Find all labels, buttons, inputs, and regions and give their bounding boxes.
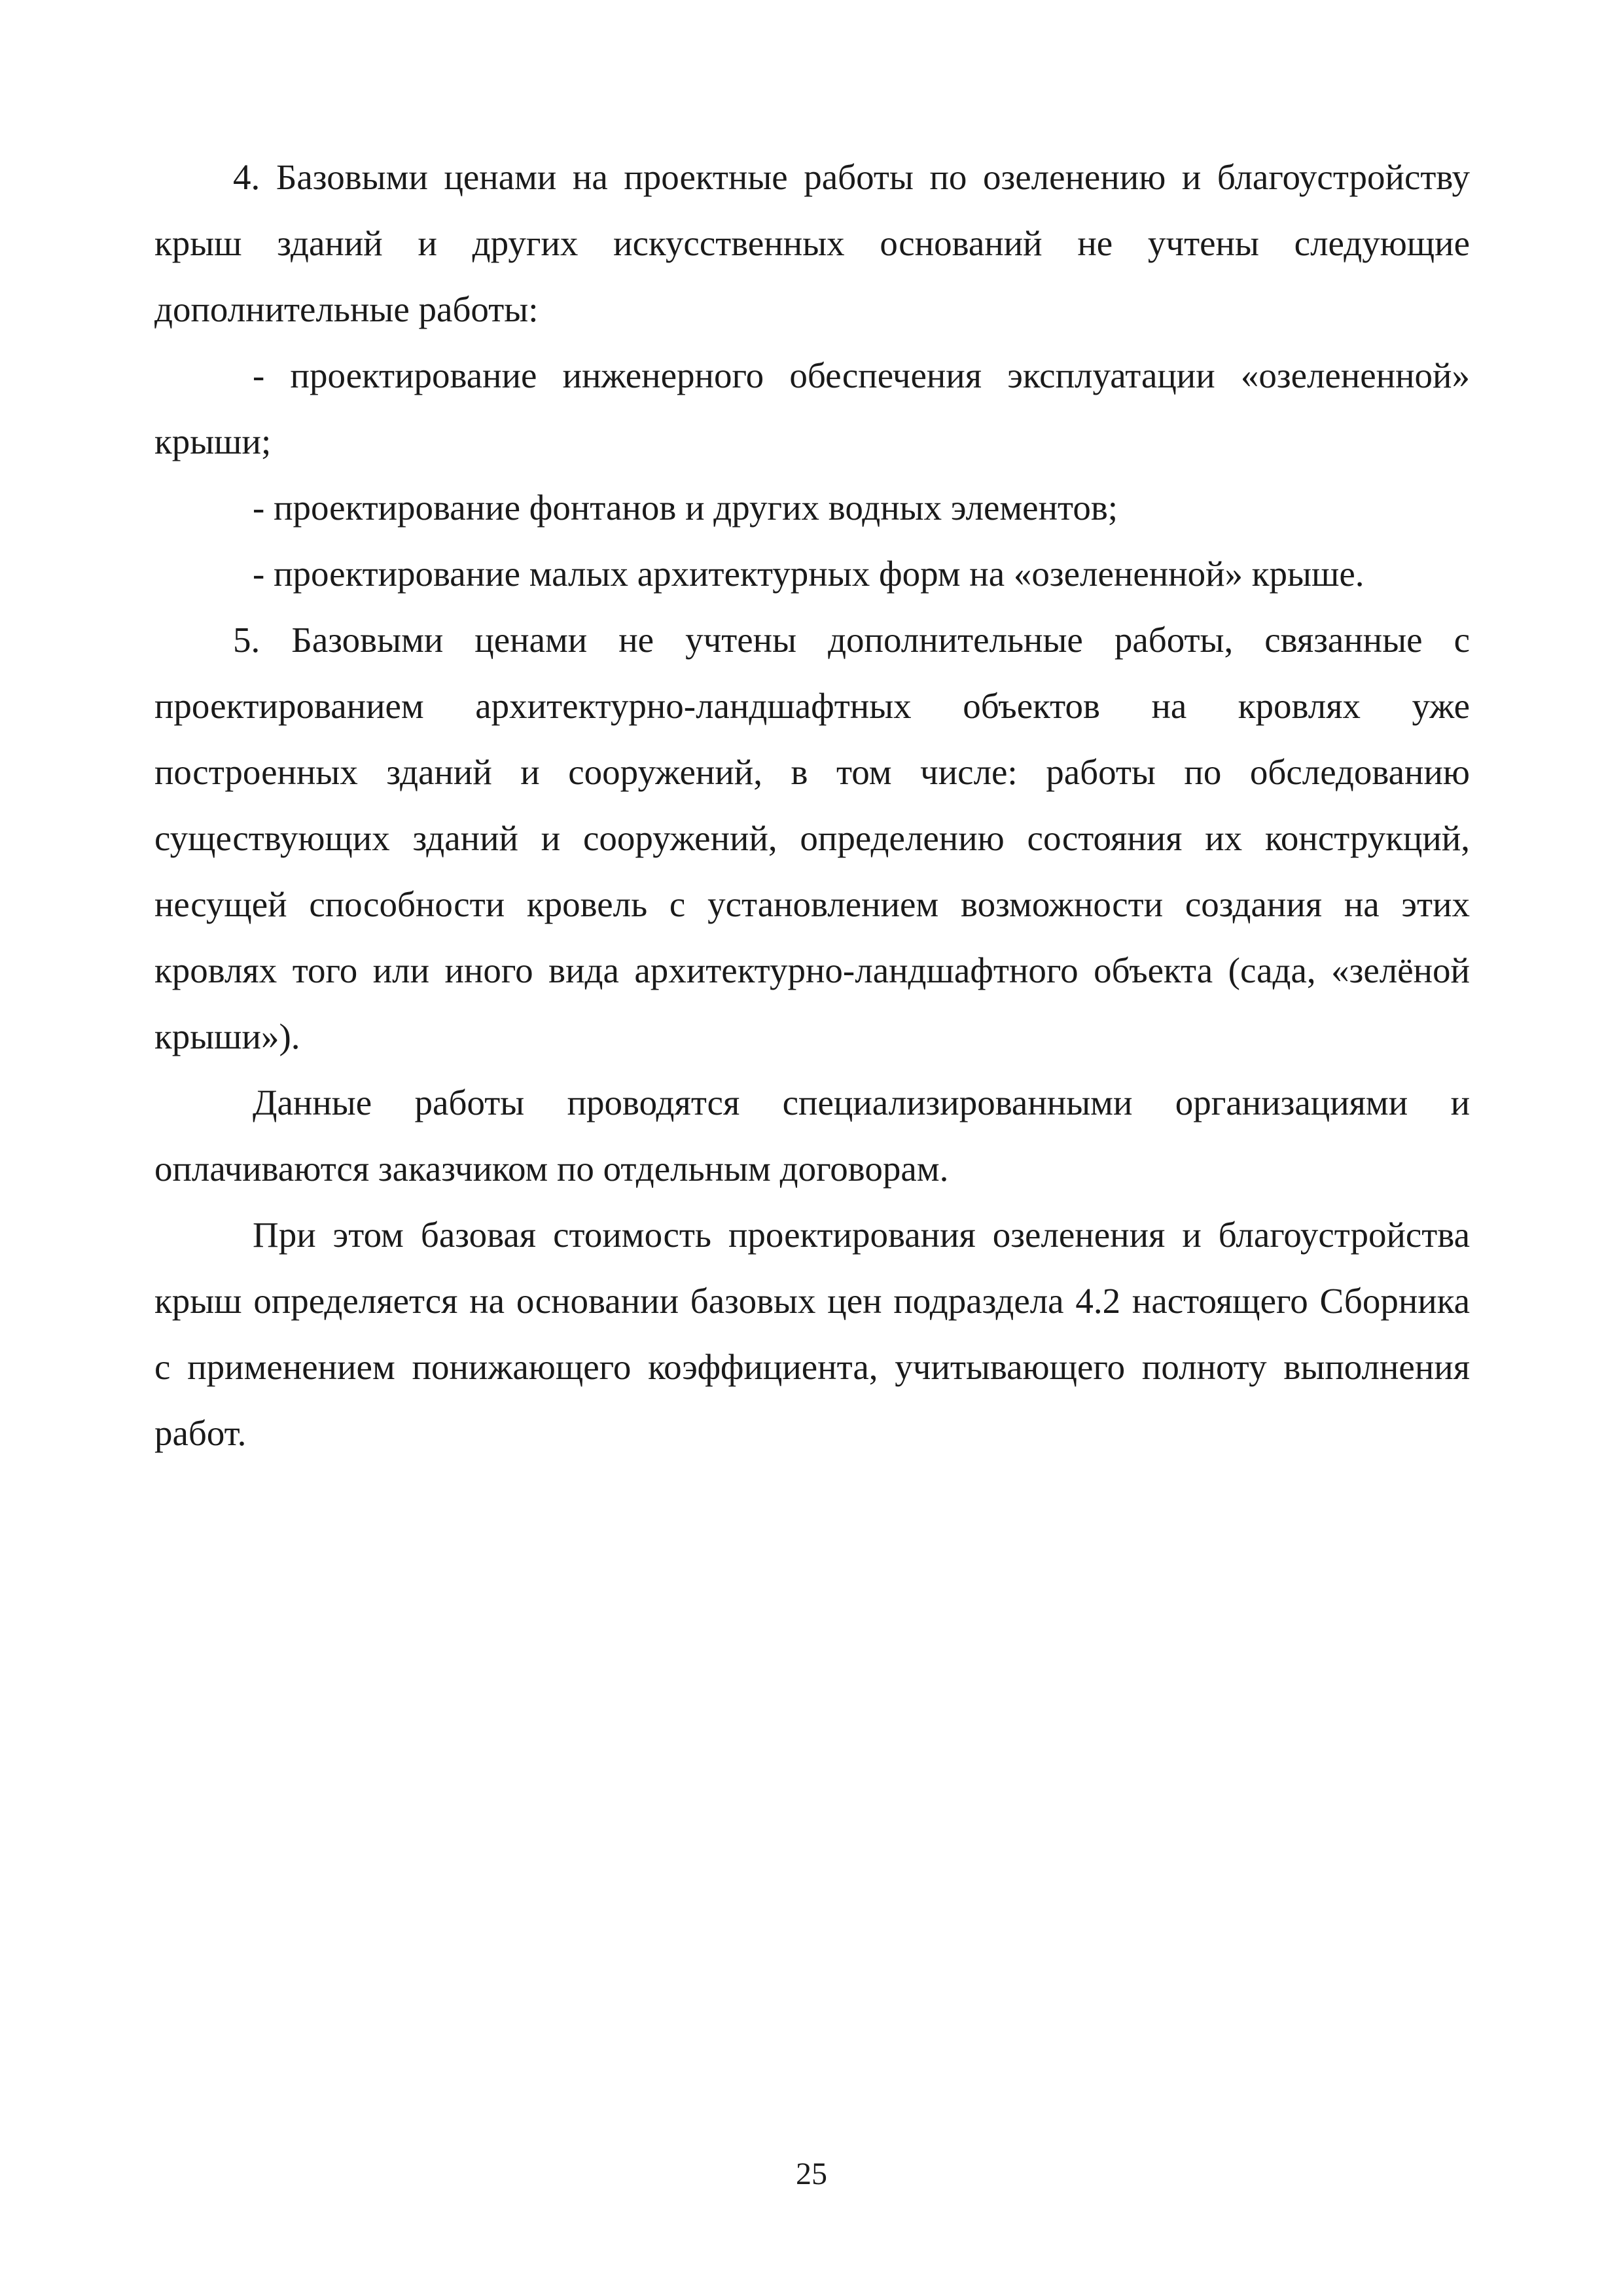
dash-item-engineering: - проектирование инженерного обеспечения эксплуатации «озелененной» крыши; xyxy=(154,355,1470,461)
paragraph-base-cost: При этом базовая стоимость проектирования озеленения и благоустройства крыш определяется на основании базовых цен подраздела 4.2 настоящего Сборника с применением понижающего коэффициента, учитывающего полноту выполнения работ. xyxy=(154,1215,1470,1453)
body-text xyxy=(154,144,1470,1466)
paragraph-item-5: 5. Базовыми ценами не учтены дополнительные работы, связанные с проектированием архитектурно-ландшафтных объектов на кровлях уже построенных зданий и сооружений, в том числе: работы по обследованию существующих зданий и сооружений, определению состояния их конструкций, несущей способности кровель с установлением возможности создания на этих кровлях того или иного вида архитектурно-ландшафтного объекта (сада, «зелёной крыши»). xyxy=(154,620,1470,1056)
dash-item-small-forms: - проектирование малых архитектурных форм на «озелененной» крыше. xyxy=(253,554,1364,594)
paragraph-specialized-works: Данные работы проводятся специализированными организациями и оплачиваются заказчиком по отдельным договорам. xyxy=(154,1083,1470,1189)
dash-item-fountains: - проектирование фонтанов и других водных элементов; xyxy=(253,488,1118,528)
page-number: 25 xyxy=(796,2157,827,2191)
paragraph-item-4: 4. Базовыми ценами на проектные работы по озеленению и благоустройству крыш зданий и других искусственных оснований не учтены следующие дополнительные работы: xyxy=(154,157,1470,329)
